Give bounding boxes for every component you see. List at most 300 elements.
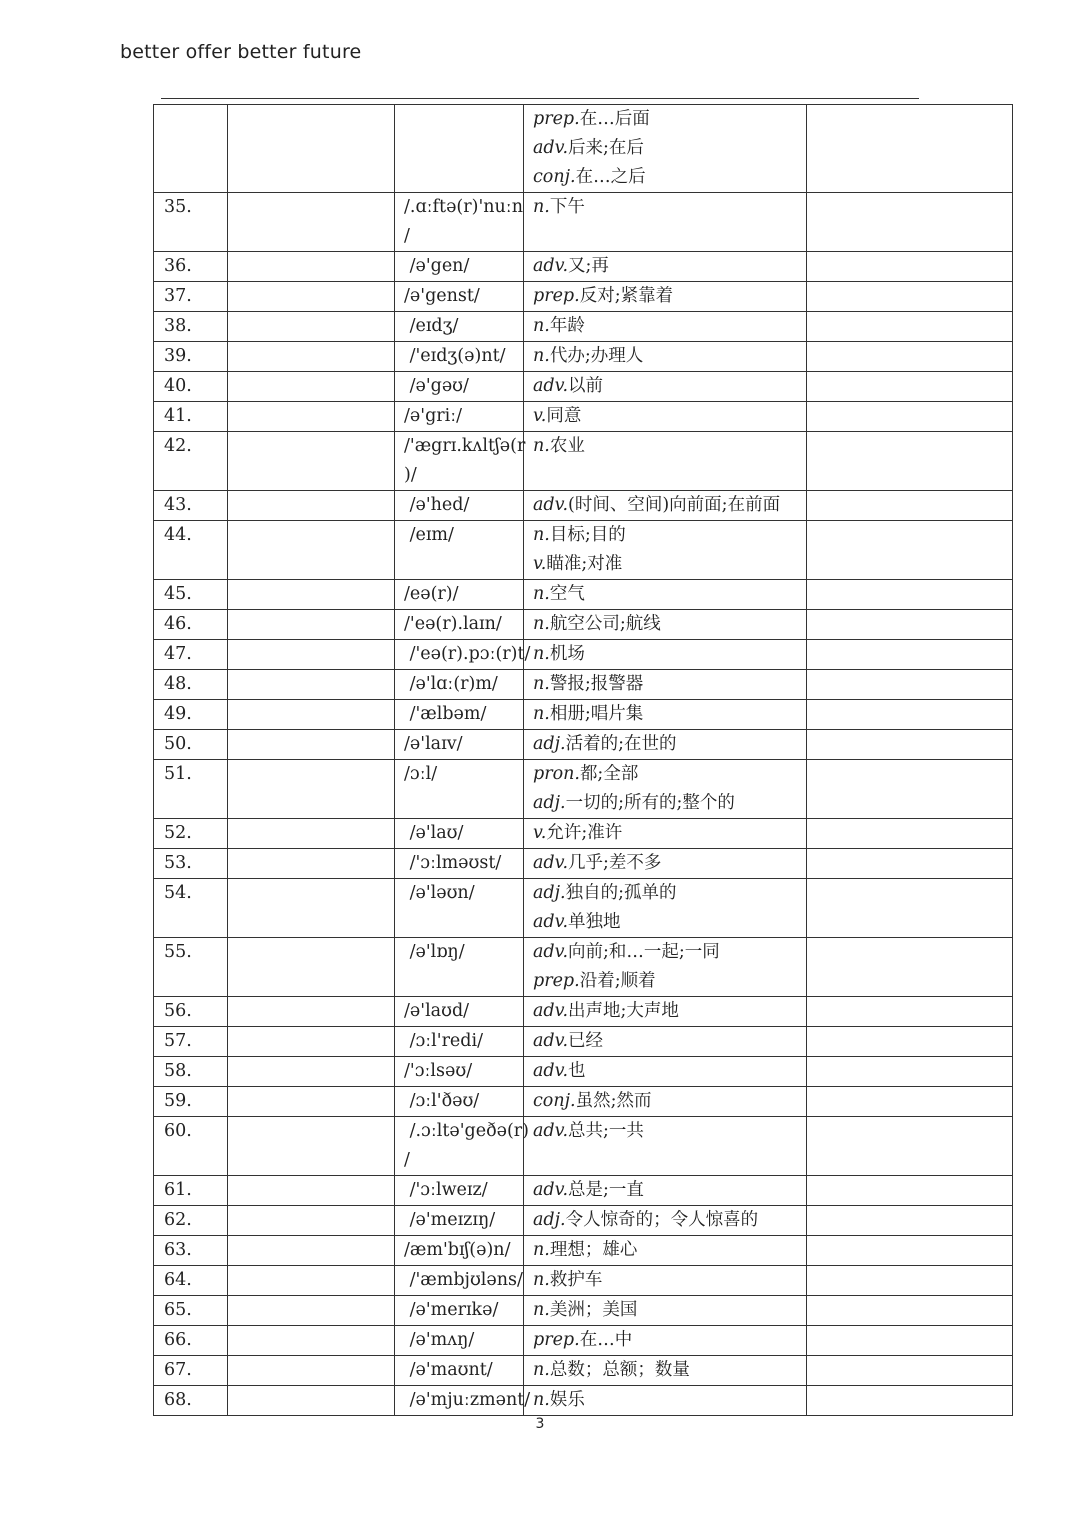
- meaning-line: [533, 163, 806, 192]
- entry-number: 63.: [154, 1236, 228, 1266]
- meaning-cell: [524, 879, 807, 938]
- definition-text: 相册;唱片集: [549, 704, 644, 724]
- entry-number: 41.: [154, 402, 228, 432]
- part-of-speech: n.: [533, 704, 550, 724]
- entry-number: 36.: [154, 252, 228, 282]
- meaning-cell: [524, 580, 807, 610]
- phonetic-text: /'ɔːlweɪz/: [404, 1180, 488, 1200]
- vocabulary-table: [153, 104, 1013, 1416]
- entry-number: 50.: [154, 730, 228, 760]
- part-of-speech: adv.: [533, 1121, 569, 1141]
- meaning-cell: [524, 342, 807, 372]
- notes-cell: [807, 938, 1013, 997]
- meaning-line: [533, 938, 806, 967]
- phonetic-text: /ə'meɪzɪŋ/: [404, 1210, 496, 1230]
- phonetic-text: /ə'genst/: [404, 286, 480, 306]
- meaning-line: [533, 1356, 806, 1385]
- meaning-cell: [524, 760, 807, 819]
- table-row: [154, 1356, 1013, 1386]
- entry-number: 39.: [154, 342, 228, 372]
- notes-cell: [807, 193, 1013, 252]
- meaning-cell: [524, 1117, 807, 1176]
- meaning-cell: [524, 610, 807, 640]
- notes-cell: [807, 491, 1013, 521]
- word-cell: [228, 1027, 395, 1057]
- definition-text: 沿着;顺着: [579, 971, 656, 991]
- meaning-cell: [524, 312, 807, 342]
- meaning-cell: [524, 670, 807, 700]
- definition-text: 美洲；美国: [549, 1300, 638, 1320]
- phonetic-cell: [395, 580, 524, 610]
- meaning-line: [533, 1117, 806, 1146]
- entry-number: 53.: [154, 849, 228, 879]
- meaning-cell: [524, 402, 807, 432]
- meaning-line: [533, 997, 806, 1026]
- phonetic-cell: [395, 670, 524, 700]
- part-of-speech: n.: [533, 644, 550, 664]
- part-of-speech: v.: [533, 406, 547, 426]
- part-of-speech: n.: [533, 584, 550, 604]
- definition-text: 在…后面: [579, 109, 650, 129]
- header-rule: [161, 98, 919, 99]
- part-of-speech: adv.: [533, 912, 569, 932]
- word-cell: [228, 997, 395, 1027]
- meaning-cell: [524, 997, 807, 1027]
- word-cell: [228, 700, 395, 730]
- entry-number: 52.: [154, 819, 228, 849]
- definition-text: 向前;和…一起;一同: [568, 942, 720, 962]
- part-of-speech: adj.: [533, 883, 566, 903]
- notes-cell: [807, 432, 1013, 491]
- part-of-speech: prep.: [533, 109, 580, 129]
- meaning-cell: [524, 1296, 807, 1326]
- part-of-speech: n.: [533, 346, 550, 366]
- table-row: [154, 1296, 1013, 1326]
- phonetic-cell: [395, 1266, 524, 1296]
- phonetic-text: /ə'maʊnt/: [404, 1360, 493, 1380]
- part-of-speech: adj.: [533, 1210, 566, 1230]
- word-cell: [228, 1206, 395, 1236]
- entry-number: 42.: [154, 432, 228, 491]
- entry-number: 65.: [154, 1296, 228, 1326]
- part-of-speech: conj.: [533, 167, 576, 187]
- phonetic-cell: [395, 402, 524, 432]
- word-cell: [228, 1087, 395, 1117]
- table-row: [154, 849, 1013, 879]
- notes-cell: [807, 1057, 1013, 1087]
- phonetic-text: /ə'mʌŋ/: [404, 1330, 475, 1350]
- word-cell: [228, 252, 395, 282]
- part-of-speech: n.: [533, 436, 550, 456]
- meaning-cell: [524, 730, 807, 760]
- phonetic-cell: [395, 1356, 524, 1386]
- meaning-line: [533, 550, 806, 579]
- phonetic-text: /ə'lɒŋ/: [404, 942, 465, 962]
- table-row: [154, 312, 1013, 342]
- word-cell: [228, 432, 395, 491]
- entry-number: 64.: [154, 1266, 228, 1296]
- part-of-speech: prep.: [533, 1330, 580, 1350]
- phonetic-cell: [395, 730, 524, 760]
- meaning-cell: [524, 521, 807, 580]
- definition-text: 警报;报警器: [549, 674, 644, 694]
- meaning-cell: [524, 432, 807, 491]
- entry-number: 56.: [154, 997, 228, 1027]
- definition-text: 娱乐: [549, 1390, 585, 1410]
- table-row: [154, 372, 1013, 402]
- meaning-cell: [524, 640, 807, 670]
- part-of-speech: adv.: [533, 1001, 569, 1021]
- table-row: [154, 1266, 1013, 1296]
- phonetic-text: /'eɪdʒ(ə)nt/: [404, 346, 506, 366]
- notes-cell: [807, 640, 1013, 670]
- part-of-speech: adv.: [533, 256, 569, 276]
- entry-number: 49.: [154, 700, 228, 730]
- phonetic-text: /ə'merɪkə/: [404, 1300, 499, 1320]
- meaning-line: [533, 760, 806, 789]
- entry-number: 61.: [154, 1176, 228, 1206]
- word-cell: [228, 580, 395, 610]
- meaning-line: [533, 491, 806, 520]
- definition-text: 总共;一共: [568, 1121, 644, 1141]
- notes-cell: [807, 610, 1013, 640]
- definition-text: 单独地: [568, 912, 621, 932]
- phonetic-cell: [395, 1117, 529, 1176]
- notes-cell: [807, 1236, 1013, 1266]
- phonetic-text: /ə'ləʊn/: [404, 883, 475, 903]
- meaning-line: [533, 640, 806, 669]
- definition-text: 出声地;大声地: [568, 1001, 679, 1021]
- word-cell: [228, 1326, 395, 1356]
- entry-number: 62.: [154, 1206, 228, 1236]
- phonetic-cell: [395, 819, 524, 849]
- meaning-cell: [524, 700, 807, 730]
- word-cell: [228, 105, 395, 193]
- part-of-speech: adv.: [533, 853, 569, 873]
- meaning-cell: [524, 819, 807, 849]
- phonetic-text: /ə'mjuːzmənt/: [404, 1390, 531, 1410]
- table-row: [154, 997, 1013, 1027]
- notes-cell: [807, 1266, 1013, 1296]
- phonetic-text: /'ælbəm/: [404, 704, 487, 724]
- entry-number: 68.: [154, 1386, 228, 1416]
- part-of-speech: adj.: [533, 734, 566, 754]
- definition-text: 航空公司;航线: [549, 614, 661, 634]
- phonetic-cell: [395, 372, 524, 402]
- word-cell: [228, 1296, 395, 1326]
- entry-number: 48.: [154, 670, 228, 700]
- notes-cell: [807, 252, 1013, 282]
- definition-text: (时间、空间)向前面;在前面: [568, 495, 781, 515]
- phonetic-cell: [395, 1386, 531, 1416]
- entry-number: 67.: [154, 1356, 228, 1386]
- table-row: [154, 1117, 1013, 1176]
- meaning-cell: [524, 1266, 807, 1296]
- phonetic-cell: [395, 1236, 524, 1266]
- entry-number: 37.: [154, 282, 228, 312]
- part-of-speech: adv.: [533, 138, 569, 158]
- notes-cell: [807, 1176, 1013, 1206]
- table-row: [154, 760, 1013, 819]
- notes-cell: [807, 1206, 1013, 1236]
- entry-number: 60.: [154, 1117, 228, 1176]
- meaning-cell: [524, 1236, 807, 1266]
- meaning-line: [533, 402, 806, 431]
- word-cell: [228, 849, 395, 879]
- phonetic-text: /ɔːl/: [404, 764, 438, 784]
- vocabulary-table-body: [154, 105, 1013, 1416]
- phonetic-text: /ɔːl'ðəʊ/: [404, 1091, 480, 1111]
- meaning-cell: [524, 938, 807, 997]
- word-cell: [228, 312, 395, 342]
- notes-cell: [807, 372, 1013, 402]
- meaning-line: [533, 252, 806, 281]
- definition-text: 总数；总额；数量: [549, 1360, 690, 1380]
- phonetic-cell: [395, 997, 524, 1027]
- phonetic-text: /ə'gəʊ/: [404, 376, 469, 396]
- phonetic-cell: [395, 849, 524, 879]
- definition-text: 令人惊奇的；令人惊喜的: [565, 1210, 759, 1230]
- phonetic-cell: [395, 879, 524, 938]
- part-of-speech: adj.: [533, 793, 566, 813]
- table-row: [154, 700, 1013, 730]
- meaning-line: [533, 193, 806, 222]
- phonetic-cell: [395, 1057, 524, 1087]
- entry-number: 40.: [154, 372, 228, 402]
- phonetic-cell: [395, 700, 524, 730]
- notes-cell: [807, 282, 1013, 312]
- phonetic-text: /ə'laɪv/: [404, 734, 463, 754]
- meaning-cell: [524, 1206, 807, 1236]
- table-row: [154, 105, 1013, 193]
- word-cell: [228, 610, 395, 640]
- meaning-line: [533, 879, 806, 908]
- part-of-speech: prep.: [533, 971, 580, 991]
- meaning-line: [533, 105, 806, 134]
- part-of-speech: adv.: [533, 1180, 569, 1200]
- definition-text: 又;再: [568, 256, 609, 276]
- page-header: better offer better future: [120, 41, 362, 63]
- meaning-cell: [524, 849, 807, 879]
- phonetic-cell: [395, 1027, 524, 1057]
- phonetic-text: /eɪdʒ/: [404, 316, 459, 336]
- meaning-cell: [524, 105, 807, 193]
- notes-cell: [807, 521, 1013, 580]
- meaning-line: [533, 372, 806, 401]
- part-of-speech: n.: [533, 614, 550, 634]
- part-of-speech: adv.: [533, 1061, 569, 1081]
- notes-cell: [807, 1087, 1013, 1117]
- meaning-line: [533, 1087, 806, 1116]
- definition-text: 在…之后: [575, 167, 646, 187]
- part-of-speech: n.: [533, 316, 550, 336]
- phonetic-cell: [395, 640, 531, 670]
- phonetic-text: /ə'gen/: [404, 256, 470, 276]
- definition-text: 允许;准许: [546, 823, 623, 843]
- phonetic-cell: [395, 521, 524, 580]
- phonetic-text: /æm'bɪʃ(ə)n/: [404, 1240, 511, 1260]
- meaning-line: [533, 849, 806, 878]
- phonetic-text: /ə'lɑː(r)m/: [404, 674, 498, 694]
- meaning-line: [533, 1296, 806, 1325]
- phonetic-text: /'ɔːlsəʊ/: [404, 1061, 473, 1081]
- entry-number: 57.: [154, 1027, 228, 1057]
- notes-cell: [807, 1296, 1013, 1326]
- table-row: [154, 640, 1013, 670]
- part-of-speech: n.: [533, 674, 550, 694]
- meaning-cell: [524, 491, 807, 521]
- meaning-line: [533, 789, 806, 818]
- entry-number: 46.: [154, 610, 228, 640]
- definition-text: 一切的;所有的;整个的: [565, 793, 735, 813]
- table-row: [154, 491, 1013, 521]
- definition-text: 瞄准;对准: [546, 554, 623, 574]
- word-cell: [228, 730, 395, 760]
- phonetic-text: /ə'hed/: [404, 495, 470, 515]
- meaning-line: [533, 282, 806, 311]
- definition-text: 后来;在后: [568, 138, 644, 158]
- definition-text: 代办;办理人: [549, 346, 644, 366]
- entry-number: 35.: [154, 193, 228, 252]
- phonetic-cell: [395, 760, 524, 819]
- definition-text: 都;全部: [579, 764, 639, 784]
- table-row: [154, 193, 1013, 252]
- definition-text: 在…中: [579, 1330, 633, 1350]
- word-cell: [228, 1356, 395, 1386]
- table-row: [154, 1087, 1013, 1117]
- meaning-line: [533, 1057, 806, 1086]
- word-cell: [228, 640, 395, 670]
- definition-text: 目标;目的: [549, 525, 626, 545]
- meaning-cell: [524, 252, 807, 282]
- phonetic-text: /'ɔːlməʊst/: [404, 853, 502, 873]
- meaning-line: [533, 1266, 806, 1295]
- part-of-speech: adv.: [533, 495, 569, 515]
- part-of-speech: n.: [533, 1270, 550, 1290]
- phonetic-text: /.ɑːftə(r)'nuːn: [404, 197, 523, 217]
- phonetic-cell: [395, 105, 524, 193]
- phonetic-text: /: [404, 1150, 410, 1170]
- table-row: [154, 610, 1013, 640]
- notes-cell: [807, 879, 1013, 938]
- word-cell: [228, 342, 395, 372]
- table-row: [154, 342, 1013, 372]
- table-row: [154, 1236, 1013, 1266]
- meaning-line: [533, 819, 806, 848]
- phonetic-cell: [395, 252, 524, 282]
- definition-text: 下午: [549, 197, 585, 217]
- phonetic-cell: [395, 1176, 524, 1206]
- entry-number: 47.: [154, 640, 228, 670]
- phonetic-cell: [395, 938, 524, 997]
- table-row: [154, 521, 1013, 580]
- phonetic-text: /'eə(r).laɪn/: [404, 614, 502, 634]
- notes-cell: [807, 1027, 1013, 1057]
- phonetic-text: /eə(r)/: [404, 584, 459, 604]
- entry-number: 58.: [154, 1057, 228, 1087]
- entry-number: 43.: [154, 491, 228, 521]
- table-row: [154, 1176, 1013, 1206]
- entry-number: 55.: [154, 938, 228, 997]
- entry-number: [154, 105, 228, 193]
- meaning-cell: [524, 372, 807, 402]
- word-cell: [228, 938, 395, 997]
- notes-cell: [807, 997, 1013, 1027]
- table-row: [154, 1386, 1013, 1416]
- part-of-speech: v.: [533, 554, 547, 574]
- notes-cell: [807, 342, 1013, 372]
- part-of-speech: pron.: [533, 764, 580, 784]
- phonetic-text: /'ægrɪ.kʌltʃə(r: [404, 436, 526, 456]
- meaning-line: [533, 1326, 806, 1355]
- phonetic-cell: [395, 312, 524, 342]
- word-cell: [228, 491, 395, 521]
- entry-number: 44.: [154, 521, 228, 580]
- phonetic-cell: [395, 282, 524, 312]
- table-row: [154, 819, 1013, 849]
- phonetic-text: )/: [404, 465, 417, 485]
- word-cell: [228, 1386, 395, 1416]
- meaning-line: [533, 1176, 806, 1205]
- phonetic-text: /ə'laʊ/: [404, 823, 464, 843]
- part-of-speech: v.: [533, 823, 547, 843]
- part-of-speech: adv.: [533, 1031, 569, 1051]
- meaning-line: [533, 432, 806, 461]
- meaning-line: [533, 908, 806, 937]
- definition-text: 机场: [549, 644, 585, 664]
- meaning-line: [533, 730, 806, 759]
- notes-cell: [807, 312, 1013, 342]
- table-row: [154, 730, 1013, 760]
- definition-text: 几乎;差不多: [568, 853, 662, 873]
- definition-text: 独自的;孤单的: [565, 883, 677, 903]
- meaning-cell: [524, 1027, 807, 1057]
- phonetic-cell: [395, 610, 524, 640]
- table-row: [154, 432, 1013, 491]
- definition-text: 理想；雄心: [549, 1240, 638, 1260]
- notes-cell: [807, 1386, 1013, 1416]
- entry-number: 45.: [154, 580, 228, 610]
- word-cell: [228, 1117, 395, 1176]
- phonetic-text: /eɪm/: [404, 525, 454, 545]
- phonetic-text: /.ɔːltə'geðə(r): [404, 1121, 529, 1141]
- meaning-cell: [524, 193, 807, 252]
- part-of-speech: adv.: [533, 376, 569, 396]
- definition-text: 反对;紧靠着: [579, 286, 674, 306]
- meaning-cell: [524, 1356, 807, 1386]
- part-of-speech: adv.: [533, 942, 569, 962]
- definition-text: 年龄: [549, 316, 585, 336]
- notes-cell: [807, 760, 1013, 819]
- notes-cell: [807, 819, 1013, 849]
- notes-cell: [807, 700, 1013, 730]
- meaning-line: [533, 580, 806, 609]
- definition-text: 已经: [568, 1031, 604, 1051]
- notes-cell: [807, 580, 1013, 610]
- definition-text: 以前: [568, 376, 604, 396]
- meaning-cell: [524, 1057, 807, 1087]
- phonetic-text: /ə'griː/: [404, 406, 463, 426]
- table-row: [154, 1206, 1013, 1236]
- notes-cell: [807, 105, 1013, 193]
- phonetic-cell: [395, 491, 524, 521]
- word-cell: [228, 282, 395, 312]
- notes-cell: [807, 670, 1013, 700]
- phonetic-cell: [395, 1087, 524, 1117]
- meaning-line: [533, 1027, 806, 1056]
- notes-cell: [807, 849, 1013, 879]
- part-of-speech: n.: [533, 1390, 550, 1410]
